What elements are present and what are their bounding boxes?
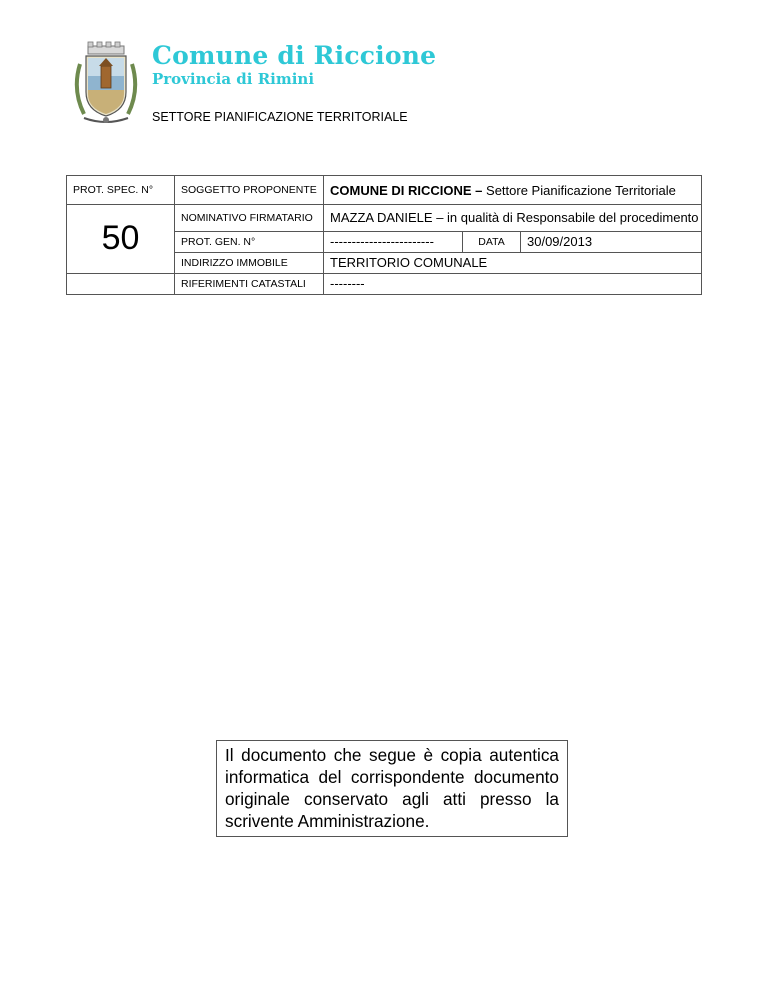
authenticity-notice <box>216 740 568 837</box>
prot-gen-label: PROT. GEN. N° <box>181 235 256 248</box>
indirizzo-label: INDIRIZZO IMMOBILE <box>181 256 288 269</box>
nominativo-label: NOMINATIVO FIRMATARIO <box>181 211 313 224</box>
soggetto-label: SOGGETTO PROPONENTE <box>181 184 317 196</box>
sector-title: SETTORE PIANIFICAZIONE TERRITORIALE <box>152 110 408 124</box>
riferimenti-value: -------- <box>330 276 365 291</box>
prot-spec-label: PROT. SPEC. N° <box>73 184 154 196</box>
province-name: Provincia di Rimini <box>152 70 315 88</box>
prot-gen-value: ------------------------ <box>330 234 434 249</box>
soggetto-value-rest: Settore Pianificazione Territoriale <box>486 182 676 198</box>
protocol-table <box>66 175 702 295</box>
soggetto-value-bold: COMUNE DI RICCIONE – <box>330 182 483 198</box>
coat-of-arms-icon <box>70 40 142 128</box>
prot-spec-number: 50 <box>101 219 140 257</box>
data-label: DATA <box>478 235 505 248</box>
town-name: Comune di Riccione <box>152 41 437 70</box>
authenticity-line-2: informatica del corrispondente documento <box>225 767 559 787</box>
soggetto-value <box>324 176 701 204</box>
nominativo-value: MAZZA DANIELE – in qualità di Responsabile del procedimento <box>330 210 699 225</box>
data-value: 30/09/2013 <box>527 234 593 249</box>
authenticity-line-4: scrivente Amministrazione. <box>225 811 430 831</box>
authenticity-line-3: originale conservato agli atti presso la <box>225 789 559 809</box>
riferimenti-label: RIFERIMENTI CATASTALI <box>181 277 306 290</box>
indirizzo-value: TERRITORIO COMUNALE <box>330 255 488 270</box>
authenticity-line-1: Il documento che segue è copia autentica <box>225 745 559 765</box>
